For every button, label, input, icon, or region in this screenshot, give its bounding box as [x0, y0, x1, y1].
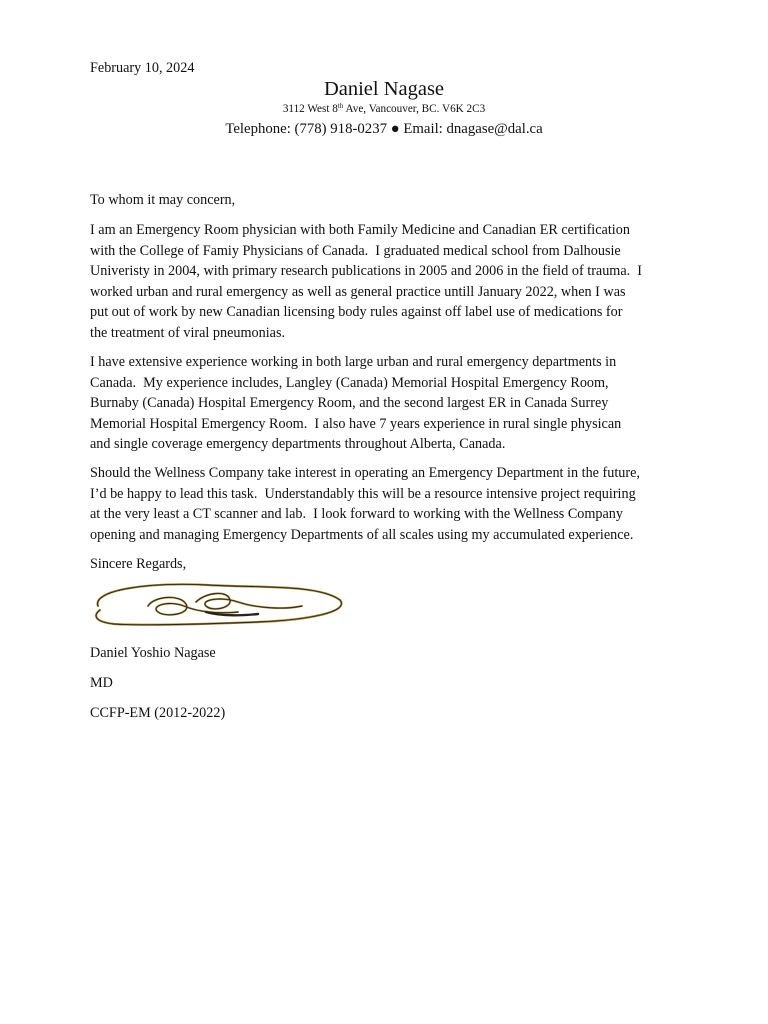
paragraph-line: with the College of Famiy Physicians of Canada. I graduated medical school from Dalhousie: [90, 242, 621, 259]
address-city: Ave, Vancouver, BC. V6K 2C3: [343, 103, 486, 115]
letter-date: February 10, 2024: [90, 60, 195, 76]
paragraph-3: [90, 463, 690, 545]
paragraph-1: [90, 220, 690, 344]
paragraph-line: I am an Emergency Room physician with both Family Medicine and Canadian ER certification: [90, 222, 630, 238]
paragraph-line: I’d be happy to lead this task. Understandably this will be a resource intensive project requiring: [90, 485, 636, 502]
address-street: 3112 West 8: [282, 103, 338, 115]
letterhead-contact: Telephone: (778) 918-0237 ● Email: dnagase@dal.ca: [225, 121, 543, 137]
paragraph-line: opening and managing Emergency Departments of all scales using my accumulated experience.: [90, 526, 634, 543]
salutation-line: To whom it may concern,: [90, 192, 236, 208]
paragraph-line: I have extensive experience working in both large urban and rural emergency departments in: [90, 354, 617, 370]
address-ordinal-suffix: th: [337, 102, 344, 110]
signer-credential: CCFP-EM (2012-2022): [90, 705, 226, 721]
closing: Sincere Regards,: [90, 556, 187, 572]
paragraph-line: at the very least a CT scanner and lab. I look forward to working with the Wellness Company: [90, 506, 623, 523]
paragraph-line: put out of work by new Canadian licensing body rules against off label use of medications for: [90, 304, 623, 321]
paragraph-line: Univeristy in 2004, with primary research publications in 2005 and 2006 in the field of trauma. I: [90, 263, 643, 280]
paragraph-line: Burnaby (Canada) Hospital Emergency Room, and the second largest ER in Canada Surrey: [90, 395, 609, 412]
paragraph-line: the treatment of viral pneumonias.: [90, 324, 286, 341]
paragraph-line: Should the Wellness Company take interest in operating an Emergency Department in the future,: [90, 465, 640, 481]
paragraph-line: and single coverage emergency departments throughout Alberta, Canada.: [90, 436, 506, 453]
salutation: [90, 190, 690, 211]
signer-degree: MD: [90, 675, 113, 691]
signer-name: Daniel Yoshio Nagase: [90, 645, 216, 661]
signature-icon: [88, 576, 344, 634]
paragraph-line: worked urban and rural emergency as well as general practice untill January 2022, when I was: [90, 283, 626, 300]
paragraph-line: Memorial Hospital Emergency Room. I also have 7 years experience in rural single physican: [90, 415, 622, 432]
letterhead-name: Daniel Nagase: [323, 78, 445, 100]
paragraph-2: [90, 352, 690, 455]
paragraph-line: Canada. My experience includes, Langley (Canada) Memorial Hospital Emergency Room,: [90, 374, 609, 391]
letterhead-address: [0, 102, 768, 116]
